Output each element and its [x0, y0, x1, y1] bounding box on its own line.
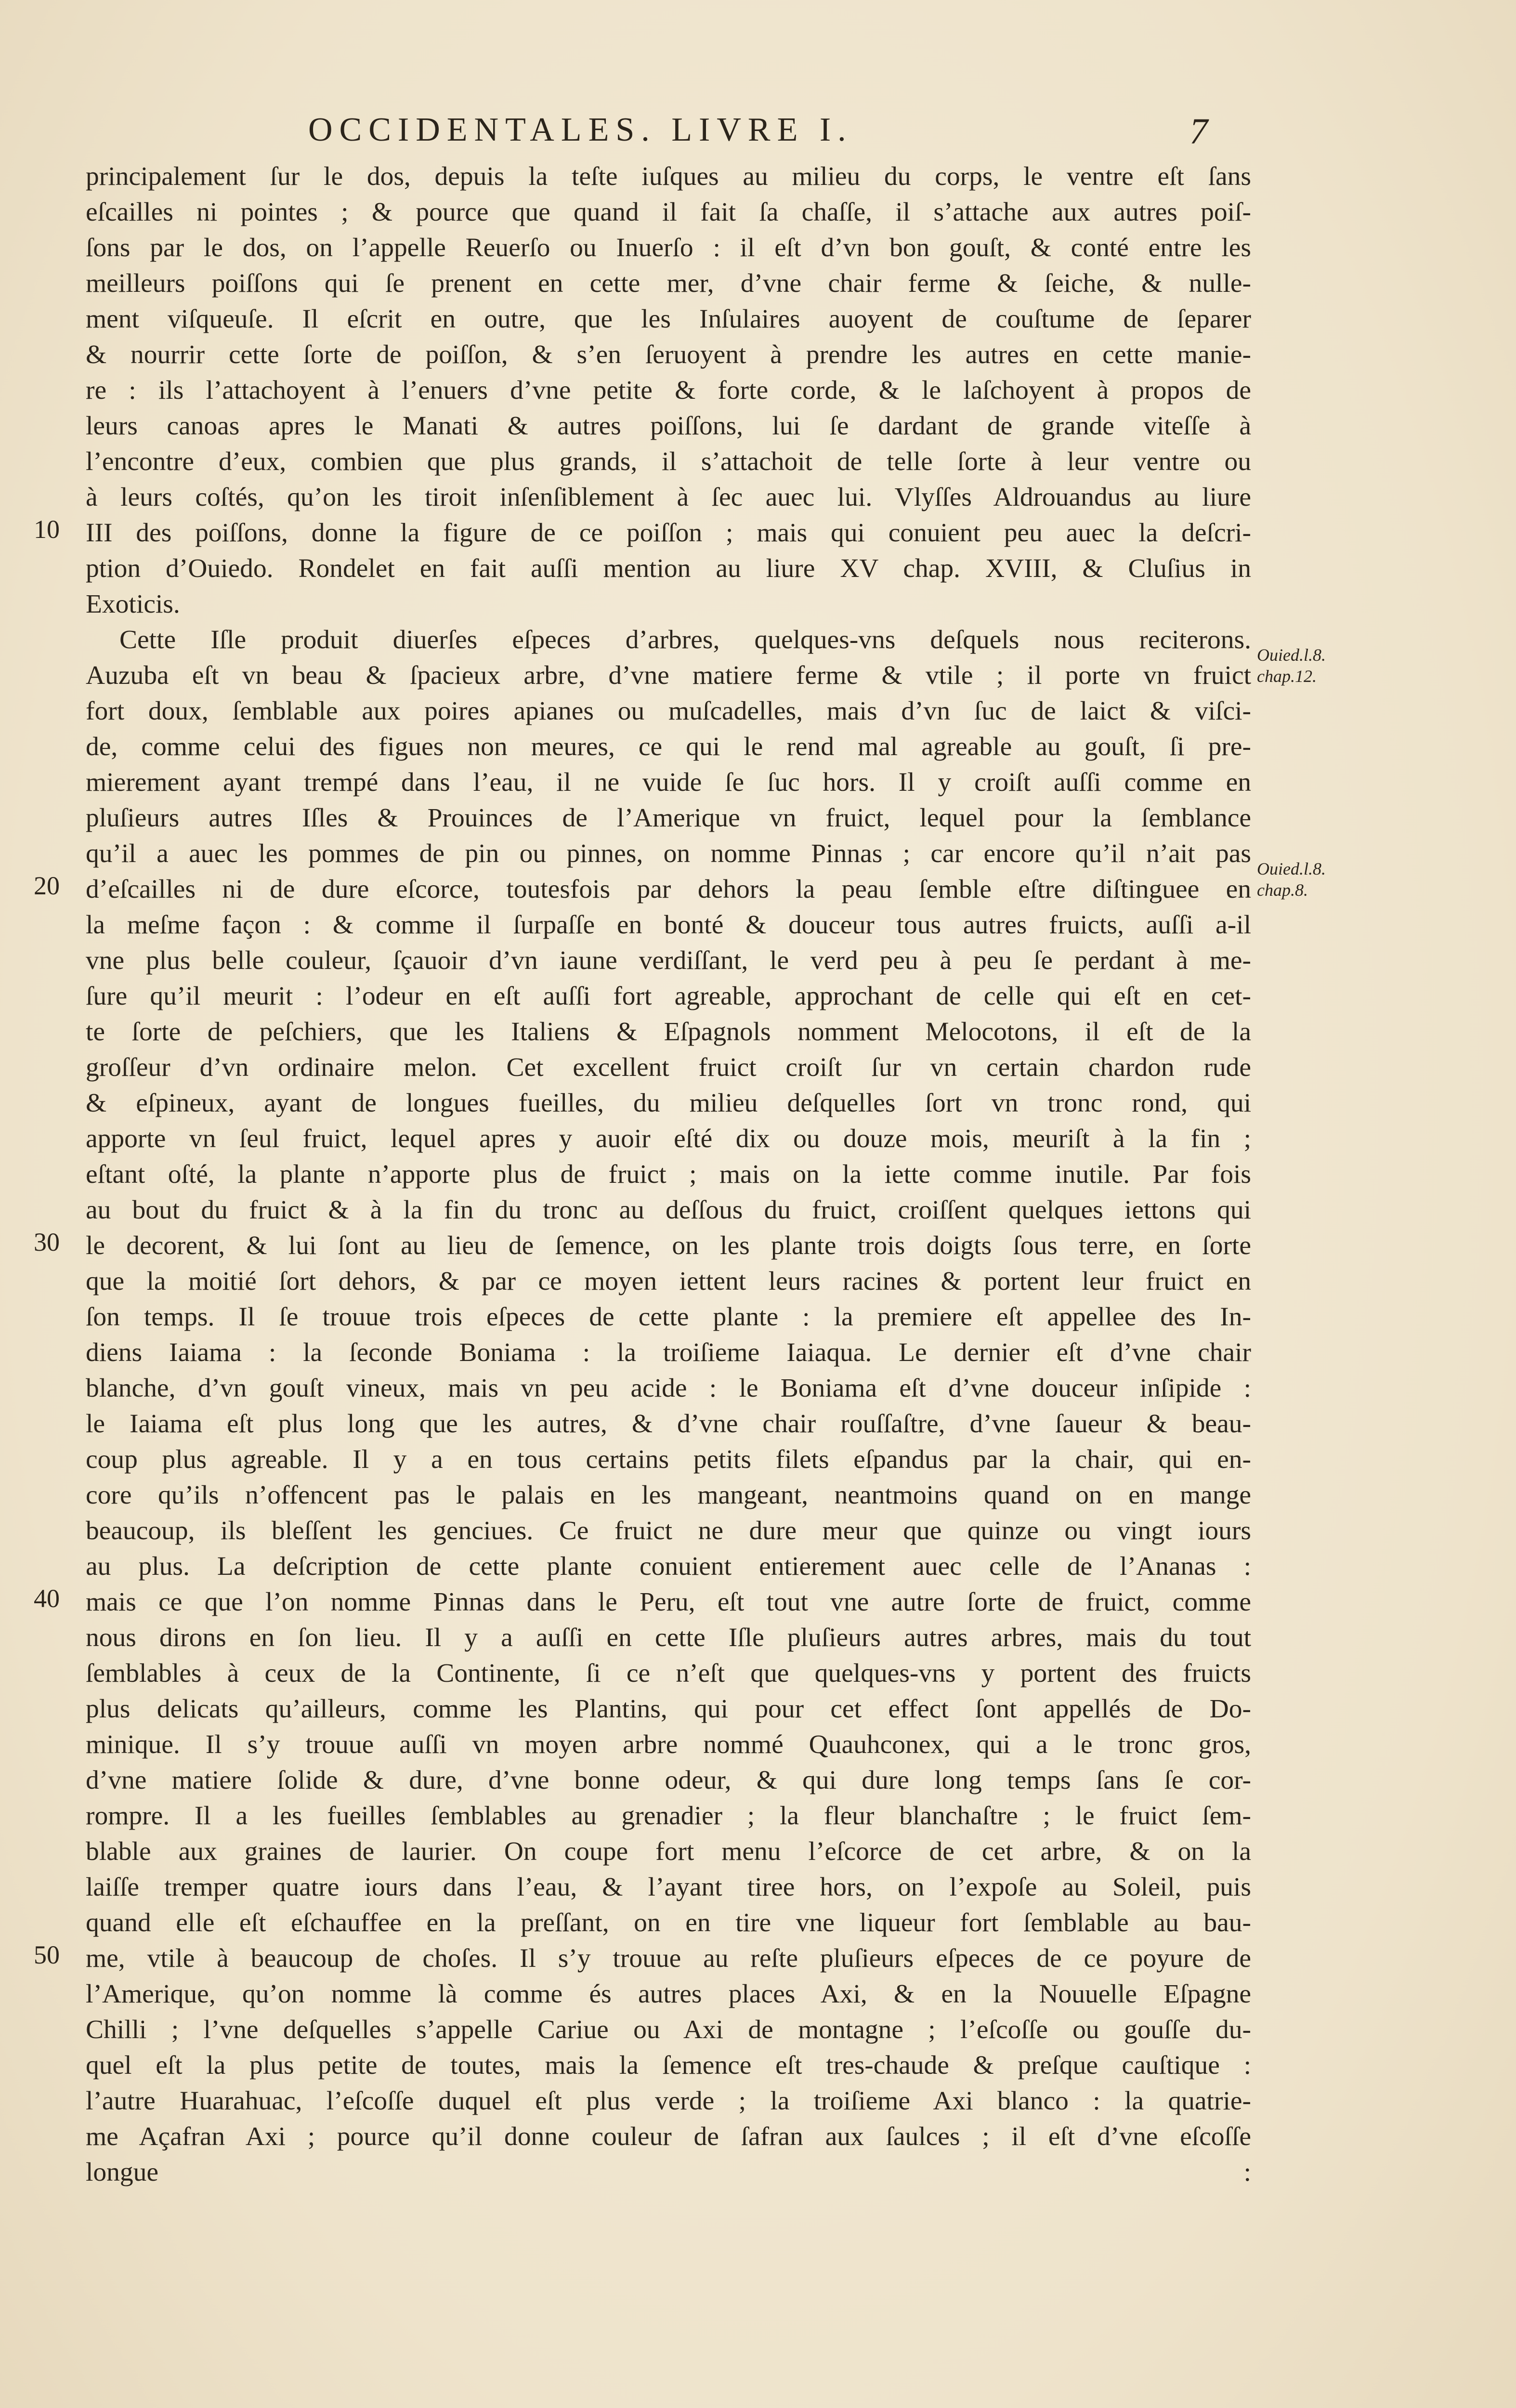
text-line: longue : — [86, 2158, 1251, 2187]
text-line: ſemblables à ceux de la Continente, ſi ce n’eſt que quelques-vns y portent des fruicts — [86, 1659, 1251, 1688]
text-line: eſcailles ni pointes ; & pource que quand il fait ſa chaſſe, il s’attache aux autres poiſ- — [86, 197, 1251, 227]
margin-note-ouiedo-2 — [1257, 858, 1353, 901]
text-line: principalement ſur le dos, depuis la teſte iuſques au milieu du corps, le ventre eſt ſans — [86, 162, 1251, 191]
text-line: blanche, d’vn gouſt vineux, mais vn peu acide : le Boniama eſt d’vne douceur inſipide : — [86, 1374, 1251, 1403]
text-line: Auzuba eſt vn beau & ſpacieux arbre, d’vne matiere ferme & vtile ; il porte vn fruict — [86, 661, 1251, 690]
line-number-30: 30 — [34, 1228, 60, 1256]
text-line: III des poiſſons, donne la figure de ce poiſſon ; mais qui conuient peu auec la deſcri- — [86, 518, 1251, 548]
text-line: qu’il a auec les pommes de pin ou pinnes, on nomme Pinnas ; car encore qu’il n’ait pas — [86, 839, 1251, 868]
text-line: quel eſt la plus petite de toutes, mais la ſemence eſt tres-chaude & preſque cauſtique : — [86, 2051, 1251, 2080]
margin-note-chapter: chap.8. — [1257, 880, 1308, 900]
line-number-20: 20 — [34, 871, 60, 900]
text-line: coup plus agreable. Il y a en tous certains petits filets eſpandus par la chair, qui en- — [86, 1445, 1251, 1474]
text-line: mais ce que l’on nomme Pinnas dans le Peru, eſt tout vne autre ſorte de fruict, comme — [86, 1587, 1251, 1617]
margin-note-ref: Ouied.l.8. — [1257, 645, 1326, 665]
text-line: Cette Iſle produit diuerſes eſpeces d’arbres, quelques-vns deſquels nous reciterons. — [119, 625, 1251, 654]
running-title: OCCIDENTALES. LIVRE I. — [308, 111, 853, 148]
line-number-10: 10 — [34, 515, 60, 544]
line-number-40: 40 — [34, 1584, 60, 1613]
text-line: au bout du fruict & à la fin du tronc au deſſous du fruict, croiſſent quelques iettons qui — [86, 1195, 1251, 1225]
text-line: fort doux, ſemblable aux poires apianes ou muſcadelles, mais d’vn ſuc de laict & viſci- — [86, 696, 1251, 726]
line-number-50: 50 — [34, 1940, 60, 1969]
text-line: leurs canoas apres le Manati & autres poiſſons, lui ſe dardant de grande viteſſe à — [86, 411, 1251, 441]
text-line: groſſeur d’vn ordinaire melon. Cet excellent fruict croiſt ſur vn certain chardon rude — [86, 1053, 1251, 1082]
text-line: quand elle eſt eſchauffee en la preſſant, on en tire vne liqueur fort ſemblable au bau- — [86, 1908, 1251, 1937]
text-line: l’Amerique, qu’on nomme là comme és autres places Axi, & en la Nouuelle Eſpagne — [86, 1979, 1251, 2009]
page-number: 7 — [1189, 111, 1208, 152]
margin-note-ref: Ouied.l.8. — [1257, 859, 1326, 878]
text-line: mierement ayant trempé dans l’eau, il ne vuide ſe ſuc hors. Il y croiſt auſſi comme en — [86, 768, 1251, 797]
text-line: me Açafran Axi ; pource qu’il donne couleur de ſafran aux ſaulces ; il eſt d’vne eſcoſſe — [86, 2122, 1251, 2151]
text-line: le decorent, & lui ſont au lieu de ſemence, on les plante trois doigts ſous terre, en ſorte — [86, 1231, 1251, 1260]
text-line: eſtant oſté, la plante n’apporte plus de fruict ; mais on la iette comme inutile. Par fois — [86, 1160, 1251, 1189]
text-line: apporte vn ſeul fruict, lequel apres y auoir eſté dix ou douze mois, meuriſt à la fin ; — [86, 1124, 1251, 1153]
running-head — [0, 111, 1516, 159]
text-line: l’autre Huarahuac, l’eſcoſſe duquel eſt plus verde ; la troiſieme Axi blanco : la quatrie- — [86, 2086, 1251, 2116]
text-line: diens Iaiama : la ſeconde Boniama : la troiſieme Iaiaqua. Le dernier eſt d’vne chair — [86, 1338, 1251, 1367]
text-line: beaucoup, ils bleſſent les genciues. Ce fruict ne dure meur que quinze ou vingt iours — [86, 1516, 1251, 1545]
text-line: re : ils l’attachoyent à l’enuers d’vne petite & forte corde, & le laſchoyent à propos de — [86, 376, 1251, 405]
text-line: la meſme façon : & comme il ſurpaſſe en bonté & douceur tous autres fruicts, auſſi a-il — [86, 910, 1251, 940]
text-line: plus delicats qu’ailleurs, comme les Plantins, qui pour cet effect ſont appellés de Do- — [86, 1694, 1251, 1724]
text-line: ſons par le dos, on l’appelle Reuerſo ou Inuerſo : il eſt d’vn bon gouſt, & conté entre les — [86, 233, 1251, 262]
text-line: Exoticis. — [86, 589, 180, 619]
text-line: ſon temps. Il ſe trouue trois eſpeces de cette plante : la premiere eſt appellee des In- — [86, 1302, 1251, 1332]
text-line: minique. Il s’y trouue auſſi vn moyen arbre nommé Quauhconex, qui a le tronc gros, — [86, 1730, 1251, 1759]
text-line: ption d’Ouiedo. Rondelet en fait auſſi mention au liure XV chap. XVIII, & Cluſius in — [86, 554, 1251, 583]
text-line: laiſſe tremper quatre iours dans l’eau, & l’ayant tiree hors, on l’expoſe au Soleil, puis — [86, 1872, 1251, 1902]
margin-note-ouiedo-1 — [1257, 644, 1353, 687]
text-line: meilleurs poiſſons qui ſe prenent en cette mer, d’vne chair ferme & ſeiche, & nulle- — [86, 269, 1251, 298]
text-line: l’encontre d’eux, combien que plus grands, il s’attachoit de telle ſorte à leur ventre ou — [86, 447, 1251, 476]
text-line: me, vtile à beaucoup de choſes. Il s’y trouue au reſte pluſieurs eſpeces de ce poyure de — [86, 1944, 1251, 1973]
text-line: à leurs coſtés, qu’on les tiroit inſenſiblement à ſec auec lui. Vlyſſes Aldrouandus au liure — [86, 483, 1251, 512]
text-line: Chilli ; l’vne deſquelles s’appelle Cariue ou Axi de montagne ; l’eſcoſſe ou gouſſe du- — [86, 2015, 1251, 2044]
text-line: de, comme celui des figues non meures, ce qui le rend mal agreable au gouſt, ſi pre- — [86, 732, 1251, 761]
margin-note-chapter: chap.12. — [1257, 667, 1317, 686]
text-line: ſure qu’il meurit : l’odeur en eſt auſſi fort agreable, approchant de celle qui eſt en cet- — [86, 982, 1251, 1011]
text-line: blable aux graines de laurier. On coupe fort menu l’eſcorce de cet arbre, & on la — [86, 1837, 1251, 1866]
text-line: nous dirons en ſon lieu. Il y a auſſi en cette Iſle pluſieurs autres arbres, mais du tout — [86, 1623, 1251, 1652]
text-line: rompre. Il a les fueilles ſemblables au grenadier ; la fleur blanchaſtre ; le fruict ſem- — [86, 1801, 1251, 1831]
text-line: d’eſcailles ni de dure eſcorce, toutesfois par dehors la peau ſemble eſtre diſtinguee en — [86, 875, 1251, 904]
text-line: au plus. La deſcription de cette plante conuient entierement auec celle de l’Ananas : — [86, 1552, 1251, 1581]
text-line: le Iaiama eſt plus long que les autres, & d’vne chair rouſſaſtre, d’vne ſaueur & beau- — [86, 1409, 1251, 1439]
text-line: ment viſqueuſe. Il eſcrit en outre, que les Inſulaires auoyent de couſtume de ſeparer — [86, 304, 1251, 334]
text-line: te ſorte de peſchiers, que les Italiens & Eſpagnols nomment Melocotons, il eſt de la — [86, 1017, 1251, 1047]
text-line: & eſpineux, ayant de longues fueilles, du milieu deſquelles ſort vn tronc rond, qui — [86, 1088, 1251, 1118]
text-line: vne plus belle couleur, ſçauoir d’vn iaune verdiſſant, le verd peu à peu ſe perdant à me- — [86, 946, 1251, 975]
text-line: pluſieurs autres Iſles & Prouinces de l’Amerique vn fruict, lequel pour la ſemblance — [86, 803, 1251, 833]
text-line: & nourrir cette ſorte de poiſſon, & s’en ſeruoyent à prendre les autres en cette manie- — [86, 340, 1251, 369]
text-line: core qu’ils n’offencent pas le palais en les mangeant, neantmoins quand on en mange — [86, 1480, 1251, 1510]
text-line: que la moitié ſort dehors, & par ce moyen iettent leurs racines & portent leur fruict en — [86, 1267, 1251, 1296]
text-line: d’vne matiere ſolide & dure, d’vne bonne odeur, & qui dure long temps ſans ſe cor- — [86, 1766, 1251, 1795]
